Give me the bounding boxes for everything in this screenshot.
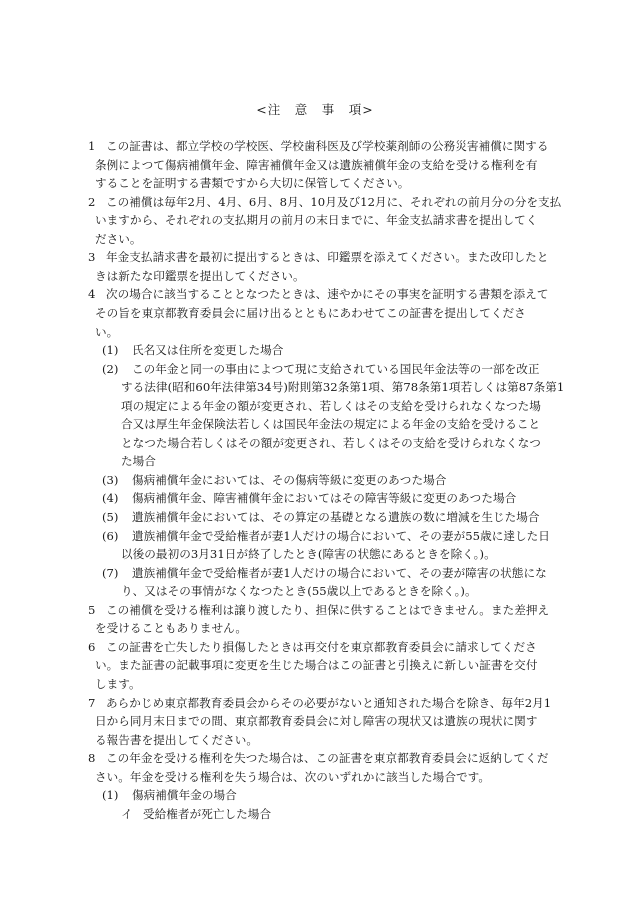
item-text-line: ださい。	[95, 231, 142, 246]
subitem-text-line: た場合	[121, 454, 156, 469]
subitem-number: (2)	[102, 361, 119, 376]
item-number: 5	[88, 602, 96, 617]
item-text-line: することを証明する書類ですから大切に保管してください。	[95, 176, 410, 191]
item-number: 1	[88, 139, 96, 153]
subitem-text-line: 遺族補償年金で受給権者が妻1人だけの場合において、その妻が障害の状態にな	[132, 565, 547, 580]
subitem-text-line: する法律(昭和60年法律第34号)附則第32条第1項、第78条第1項若しくは第87条第1	[121, 380, 565, 395]
item-text-line: 条例によつて傷病補償年金、障害補償年金又は遺族補償年金の支給を受ける権利を有	[95, 157, 538, 172]
item-text-line: します。	[95, 676, 141, 691]
item-text-line: この証書は、都立学校の学校医、学校歯科医及び学校薬剤師の公務災害補償に関する	[106, 139, 549, 153]
item-number: 4	[88, 287, 96, 302]
item-number: 6	[88, 639, 96, 654]
item-text-line: この年金を受ける権利を失つた場合は、この証書を東京都教育委員会に返納してくだ	[106, 751, 549, 766]
subitem-text-line: 項の規定による年金の額が変更され、若しくはその支給を受けられなくなつた場	[121, 398, 541, 413]
item-text-line: を受けることもありません。	[95, 621, 248, 636]
subitem-text-line: 以後の最初の3月31日が終了したとき(障害の状態にあるときを除く。)。	[121, 547, 496, 562]
subitem-text-line: となつた場合若しくはその額が変更され、若しくはその支給を受けられなくなつ	[121, 435, 541, 450]
item-text-line: い。	[95, 324, 119, 339]
subitem-text-line: 氏名又は住所を変更した場合	[132, 343, 284, 358]
item-text-line: い。また証書の記載事項に変更を生じた場合はこの証書と引換えに新しい証書を交付	[95, 658, 538, 673]
item-text-line: 年金支払請求書を最初に提出するときは、印鑑票を添えてください。また改印したと	[106, 250, 549, 265]
subitem-number: (5)	[102, 510, 119, 524]
subitem-text-line: 合又は厚生年金保険法若しくは国民年金法の規定による年金の支給を受けること	[121, 417, 541, 432]
item-number: 2	[88, 194, 96, 209]
item-number: 8	[88, 751, 96, 766]
subitem-text-line: り、又はその事情がなくなつたとき(55歳以上であるときを除く。)。	[121, 584, 477, 599]
item-text-line: この補償は毎年2月、4月、6月、8月、10月及び12月に、それぞれの前月分の分を支払	[106, 194, 562, 209]
subitem-number: (3)	[102, 472, 119, 487]
subsubitem-number: イ	[121, 806, 133, 821]
subitem-text-line: 遺族補償年金で受給権者が妻1人だけの場合において、その妻が55歳に達した日	[132, 528, 550, 543]
item-number: 3	[88, 250, 96, 265]
subitem-text-line: 傷病補償年金の場合	[132, 788, 237, 803]
item-text-line: この証書を亡失したり損傷したときは再交付を東京都教育委員会に請求してくださ	[106, 639, 537, 654]
item-text-line: きは新たな印鑑票を提出してください。	[95, 268, 305, 283]
subitem-number: (7)	[102, 565, 119, 580]
item-text-line: 日から同月末日までの間、東京都教育委員会に対し障害の現状又は遺族の現状に関す	[95, 714, 538, 729]
item-text-line: 次の場合に該当することとなつたときは、速やかにその事実を証明する書類を添えて	[106, 287, 549, 302]
subitem-number: (4)	[102, 491, 119, 506]
item-text-line: この補償を受ける権利は譲り渡したり、担保に供することはできません。また差押え	[106, 602, 550, 617]
item-number: 7	[88, 695, 96, 710]
subitem-text-line: この年金と同一の事由によつて現に支給されている国民年金法等の一部を改正	[132, 361, 540, 376]
item-text-line: その旨を東京都教育委員会に届け出るとともにあわせてこの証書を提出してくださ	[95, 305, 526, 320]
subitem-number: (1)	[102, 788, 119, 803]
item-text-line: いますから、それぞれの支払期月の前月の末日までに、年金支払請求書を提出してく	[95, 213, 538, 228]
item-text-line: る報告書を提出してください。	[95, 732, 259, 747]
page-title: <注 意 事 項>	[256, 102, 374, 117]
subitem-text-line: 遺族補償年金においては、その算定の基礎となる遺族の数に増減を生じた場合	[132, 510, 540, 524]
subitem-number: (6)	[102, 528, 119, 543]
subsubitem-text-line: 受給権者が死亡した場合	[143, 806, 272, 821]
item-text-line: さい。年金を受ける権利を失う場合は、次のいずれかに該当した場合です。	[95, 769, 490, 784]
subitem-text-line: 傷病補償年金においては、その傷病等級に変更のあつた場合	[132, 472, 447, 487]
subitem-text-line: 傷病補償年金、障害補償年金においてはその障害等級に変更のあつた場合	[132, 491, 517, 506]
item-text-line: あらかじめ東京都教育委員会からその必要がないと通知された場合を除き、毎年2月1	[106, 695, 552, 710]
subitem-number: (1)	[102, 343, 119, 358]
